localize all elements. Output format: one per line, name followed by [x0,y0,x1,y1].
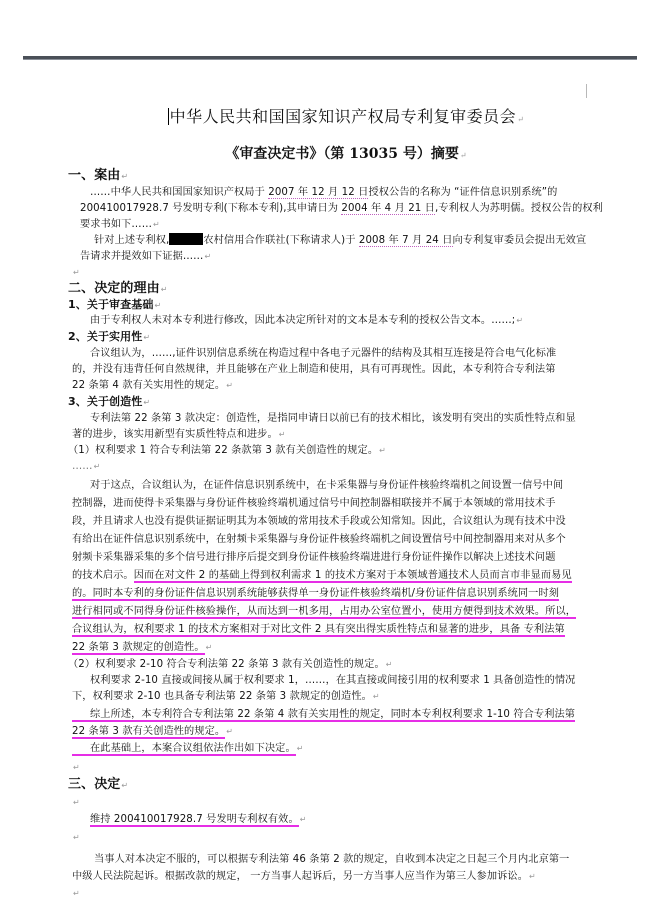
underlined-passage: 综上所述，本专利符合专利法第 22 条第 4 款有关实用性的规定，同时本专利权利要求 1-10 符合专利法第 [72,709,575,722]
reasoning-line-underlined: 的技术启示。因而在对文件 2 的基础上得到权利需求 1 的技术方案对于本领域普通技术人员而言市非显而易见 [72,570,572,581]
reasoning-line-underlined [72,586,559,601]
paragraph-mark-icon: ↵ [296,744,304,753]
body-line: 下，权利要求 2-10 也具备专利法第 22 条第 3 款规定的创造性。↵ [72,691,380,702]
paragraph-mark-icon: ↵ [143,398,151,407]
underlined-passage: 合议组认为，权利要求 1 的技术方案相对于对比文件 2 具有突出得实质性特点和显著的进步，具备 专利法第 [72,624,565,635]
basis-line-underlined [72,741,304,756]
reasoning-line: 控制器，进而使得卡采集器与身份证件核验终端机通过信号中间控制器相联接并不属于本领域的常用技术手 [72,498,556,509]
paragraph-mark-icon: ↵ [517,115,525,124]
section-heading-reasons: 二、决定的理由↵ [68,281,168,296]
case-paragraph-line: 要求书如下……↵ [80,219,160,230]
case-paragraph-line: 告请求并提效如下证据……↵ [80,251,212,262]
header-rule [23,56,637,60]
date-request: 2008 年 7 月 24 日 [358,235,453,246]
empty-paragraph [72,830,80,845]
case-paragraph-line: 针对上述专利权, 农村信用合作联社(下称请求人)于 2008 年 7 月 24 日向专利复审委员会提出无效宣 [94,235,587,246]
reasoning-line: 射频卡采集器采集的多个信号进行排序后提交到身份证件核验终端进进行身份证件操作以解决上述技术问题 [72,552,556,563]
underlined-passage: 在此基础上，本案合议组依法作出如下决定。 [72,743,296,756]
paragraph-mark-icon: ↵ [143,333,151,342]
ellipsis-line: ……↵ [72,461,101,472]
body-line: 的，并没有违背任何自然规律，并且能够在产业上制造和使用，具有可再现性。因此，本专利符合专利法第 [72,364,556,375]
paragraph-mark-icon: ↵ [528,872,536,881]
paragraph-mark-icon: ↵ [121,781,129,790]
paragraph-mark-icon: ↵ [372,692,380,701]
paragraph-mark-icon: ↵ [160,285,168,294]
date-grant: 2007 年 12 月 12 日 [268,187,369,198]
paragraph-mark-icon: ↵ [205,643,213,652]
paragraph-mark-icon: ↵ [154,301,162,310]
empty-paragraph [72,795,80,810]
paragraph-mark-icon: ↵ [226,381,234,390]
paragraph-mark-icon: ↵ [153,220,160,229]
summary-line-underlined [72,707,575,722]
empty-paragraph [72,886,80,901]
body-line: 22 条第 4 款有关实用性的规定。↵ [72,380,234,391]
decision-line-underlined [90,812,307,827]
empty-paragraph [72,760,80,775]
reasoning-line: 对于这点，合议组认为，在证件信息识别系统中，在卡采集器与身份证件核验终端机之间设置一信号中间 [90,480,564,491]
paragraph-mark-icon: ↵ [379,446,386,455]
paragraph-mark-icon: ↵ [73,798,80,807]
date-application: 2004 年 4 月 21 日 [341,203,435,214]
underlined-passage: 进行相同或不同得身份证件核验操作，从而达到一机多用，占用办公室位置小，使用方便得到技术效果。所以， [72,606,577,617]
summary-line-underlined [72,724,233,739]
underlined-passage: 22 条第 3 款规定的创造性。 [72,642,205,653]
underlined-passage: 的。同时本专利的身份证件信息识别系统能够获得单一身份证件核验终端机/身份证件信息识别系统同一时刻 [72,588,560,599]
reasoning-line: 段，并且请求人也没有提供证据证明其为本领域的常用技术手段或公知常知。因此，合议组认为现有技术中没 [72,516,566,527]
subheading-practicality: 2、关于实用性↵ [68,330,151,343]
underlined-passage: 因而在对文件 2 的基础上得到权利需求 1 的技术方案对于本领域普通技术人员而言市非显而易见 [133,570,572,581]
paragraph-mark-icon: ↵ [459,151,467,160]
claim-1-heading: （1）权利要求 1 符合专利法第 22 条款第 3 款有关创造性的规定。↵ [68,445,386,456]
paragraph-mark-icon: ↵ [73,833,80,842]
body-line: 专利法第 22 条第 3 款决定：创造性，是指同申请日以前已有的技术相比，该发明有突出的实质性特点和显 [90,413,576,424]
section-heading-decision: 三、决定↵ [68,777,129,792]
case-paragraph-line: 200410017928.7 号发明专利(下称本专利),其申请日为 2004 年 4 月 21 日,专利权人为苏明儒。授权公告的权利 [80,203,603,214]
empty-paragraph [72,265,80,280]
paragraph-mark-icon: ↵ [299,815,307,824]
section-heading-case: 一、案由↵ [68,168,129,183]
appeal-line: 中级人民法院起诉。根据改款的规定， 一方当事人起诉后，另一方当事人应当作为第三人参加诉讼。↵ [72,871,536,882]
document-subtitle: 《审查决定书》（第 13035 号）摘要↵ [225,146,467,162]
body-line: 权利要求 2-10 直接或间接从属于权利要求 1，……，在其直接或间接引用的权利要求 1 具备创造性的情况 [90,675,576,686]
claim-2-heading: （2）权利要求 2-10 符合专利法第 22 条第 3 款有关创造性的规定。↵ [68,659,393,670]
paragraph-mark-icon: ↵ [278,430,286,439]
body-line: 合议组认为，……,证件识别信息系统在构造过程中各电子元器件的结构及其相互连接是符合电气化标准 [90,348,557,359]
case-paragraph-line: ……中华人民共和国国家知识产权局于 2007 年 12 月 12 日授权公告的名称为 “证件信息识别系统”的 [90,187,558,198]
appeal-line: 当事人对本决定不服的，可以根据专利法第 46 条第 2 款的规定，自收到本决定之日起三个月内北京第一 [94,854,570,865]
paragraph-mark-icon: ↵ [73,763,80,772]
subheading-examination-basis: 1、关于审查基础↵ [68,298,162,311]
paragraph-mark-icon: ↵ [516,316,524,325]
paragraph-mark-icon: ↵ [226,727,234,736]
paragraph-mark-icon: ↵ [73,889,80,898]
reasoning-line-underlined [72,604,576,619]
text-cursor [168,108,169,125]
underlined-passage: 22 条第 3 款有关创造性的规定。 [72,726,226,737]
paragraph-mark-icon: ↵ [121,172,129,181]
paragraph-mark-icon: ↵ [73,268,80,277]
paragraph-mark-icon: ↵ [93,462,101,471]
redaction-block [169,233,203,245]
paragraph-mark-icon: ↵ [385,660,393,669]
paragraph-mark-icon: ↵ [204,252,212,261]
document-title: 中华人民共和国国家知识产权局专利复审委员会↵ [169,107,525,126]
margin-crop-mark [586,84,587,98]
underlined-passage: 维持 200410017928.7 号发明专利权有效。 [90,814,299,825]
reasoning-line-underlined [72,622,565,637]
reasoning-line-underlined [72,640,212,655]
reasoning-line: 有给出在证件信息识别系统中，在射频卡采集器与身份证件核验终端机之间设置信号中间控制器用来对从多个 [72,534,566,545]
body-line: 由于专利权人未对本专利进行修改，因此本决定所针对的文本是本专利的授权公告文本。……;↵ [90,315,524,326]
body-line: 著的进步，该实用新型有实质性特点和进步。↵ [72,429,286,440]
subheading-inventiveness: 3、关于创造性↵ [68,395,151,408]
